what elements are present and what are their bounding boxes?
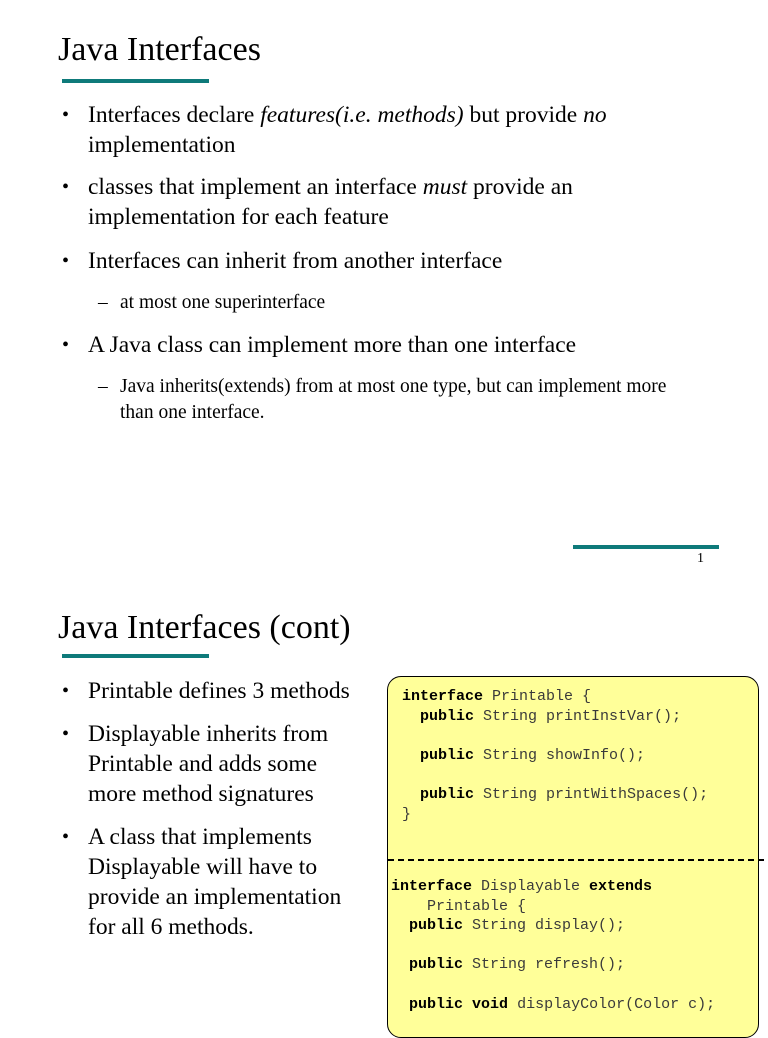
footer-rule bbox=[573, 545, 719, 549]
sub-bullet-item: – Java inherits(extends) from at most one type, but can implement more than one interface. bbox=[98, 376, 667, 423]
code-snippet-box bbox=[387, 676, 759, 1038]
bullet-icon: • bbox=[62, 334, 70, 356]
title-underline bbox=[62, 79, 209, 83]
slide-2 bbox=[0, 580, 768, 1024]
slide-title: Java Interfaces bbox=[58, 31, 261, 68]
bullet-list bbox=[62, 100, 702, 426]
dash-icon: – bbox=[98, 376, 108, 397]
bullet-item: • Interfaces declare features(i.e. methods) but provide no implementation bbox=[62, 102, 607, 158]
bullet-icon: • bbox=[62, 723, 70, 745]
dash-icon: – bbox=[98, 292, 108, 313]
bullet-icon: • bbox=[62, 250, 70, 272]
bullet-item: • classes that implement an interface must provide an implementation for each feature bbox=[62, 174, 573, 230]
bullet-icon: • bbox=[62, 680, 70, 702]
bullet-icon: • bbox=[62, 826, 70, 848]
printable-interface-code: interface Printable { public String printInstVar(); public String showInfo(); public String printWithSpaces(); } bbox=[402, 688, 709, 823]
bullet-item: • A Java class can implement more than one interface bbox=[62, 332, 577, 358]
separator-dashed-line bbox=[388, 859, 764, 861]
slide-title: Java Interfaces (cont) bbox=[58, 609, 351, 646]
sub-bullet-item: – at most one superinterface bbox=[62, 290, 702, 316]
bullet-item: • Printable defines 3 methods bbox=[62, 678, 350, 704]
bullet-icon: • bbox=[62, 104, 70, 126]
displayable-interface-code: interface Displayable extends Printable { public String display(); public String refresh(); public void displayColor(Color c); bbox=[391, 878, 716, 1013]
bullet-icon: • bbox=[62, 176, 70, 198]
bullet-list bbox=[62, 676, 362, 955]
page-number: 1 bbox=[697, 551, 704, 566]
bullet-item: • Interfaces can inherit from another interface bbox=[62, 248, 503, 274]
bullet-item: • Displayable inherits from Printable and adds some more method signatures bbox=[62, 721, 329, 807]
bullet-item: • A class that implements Displayable will have to provide an implementation for all 6 methods. bbox=[62, 824, 342, 940]
title-underline bbox=[62, 654, 209, 658]
